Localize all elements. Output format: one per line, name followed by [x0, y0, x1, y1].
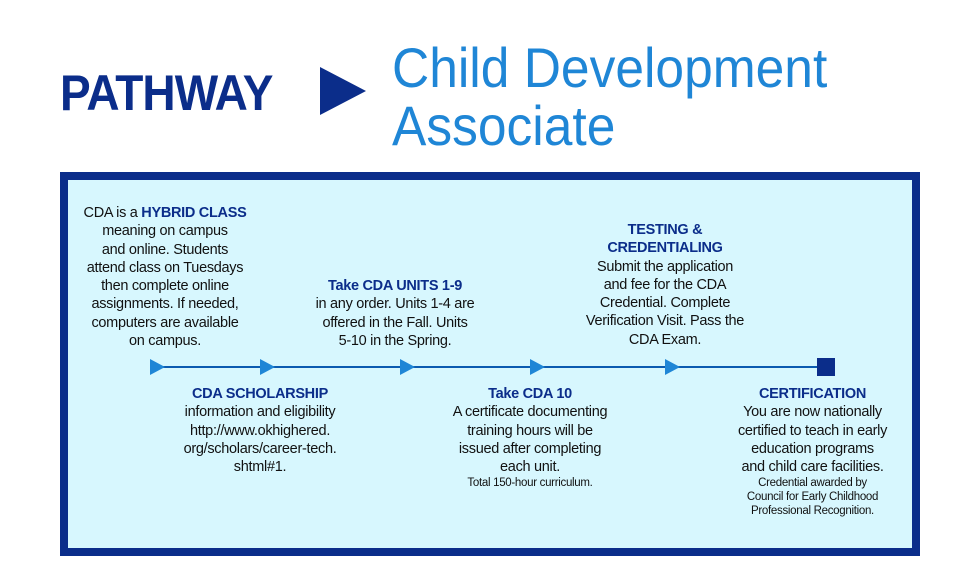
step-text: Submit the application — [596, 258, 734, 275]
step-scholarship — [160, 385, 360, 476]
hybrid-heading: HYBRID CLASS — [141, 205, 247, 221]
step-testing — [555, 221, 775, 349]
page-title-line1: Child Development — [392, 36, 828, 99]
step-certification — [720, 385, 905, 518]
step-text: offered in the Fall. Units — [322, 314, 468, 331]
step-text: A certificate documenting — [452, 404, 608, 421]
certification-heading: CERTIFICATION — [759, 386, 866, 402]
scholarship-heading: CDA SCHOLARSHIP — [192, 386, 328, 402]
step-text: Verification Visit. Pass the — [585, 313, 745, 330]
step-text: 5-10 in the Spring. — [338, 332, 452, 349]
timeline-arrow-icon — [665, 359, 680, 375]
step-text: certified to teach in early — [737, 422, 888, 439]
step-text: issued after completing — [458, 440, 602, 457]
units-heading: Take CDA UNITS 1-9 — [328, 278, 462, 294]
step-text: information and eligibility — [184, 404, 336, 421]
step-text: and fee for the CDA — [603, 276, 727, 293]
timeline-arrow-icon — [260, 359, 275, 375]
testing-heading: CREDENTIALING — [607, 240, 723, 257]
timeline-arrow-icon — [150, 359, 165, 375]
pathway-label: PATHWAY — [60, 65, 273, 121]
step-text: CDA Exam. — [628, 331, 702, 348]
hybrid-prefix: CDA is a — [83, 205, 142, 221]
pathway-arrow-icon — [320, 67, 366, 115]
cda10-heading: Take CDA 10 — [488, 386, 572, 402]
timeline-arrow-icon — [530, 359, 545, 375]
step-text: on campus. — [129, 333, 201, 350]
step-text: attend class on Tuesdays — [86, 259, 244, 276]
step-text: each unit. — [500, 459, 560, 476]
page-title-line2: Associate — [392, 94, 616, 157]
step-hybrid — [75, 204, 255, 350]
step-text: assignments. If needed, — [91, 296, 239, 313]
step-text: training hours will be — [467, 422, 593, 439]
step-text: You are now nationally — [743, 404, 882, 421]
testing-heading: TESTING & — [627, 222, 703, 238]
timeline-arrow-icon — [400, 359, 415, 375]
certification-note: Council for Early Childhood — [746, 491, 879, 504]
certification-note: Credential awarded by — [758, 477, 867, 490]
step-text: Credential. Complete — [599, 295, 731, 312]
step-text: meaning on campus — [102, 223, 228, 240]
step-text: computers are available — [91, 314, 239, 331]
scholarship-link[interactable]: shtml#1. — [233, 459, 287, 476]
certification-note: Professional Recognition. — [751, 505, 874, 518]
timeline-end-square-icon — [817, 358, 835, 376]
scholarship-link[interactable]: org/scholars/career-tech. — [183, 440, 337, 457]
cda10-note: Total 150-hour curriculum. — [467, 477, 593, 490]
step-text: then complete online — [101, 278, 229, 295]
step-cda10 — [430, 385, 630, 490]
scholarship-link[interactable]: http://www.okhighered. — [189, 422, 331, 439]
step-text: education programs — [751, 440, 874, 457]
step-text: in any order. Units 1-4 are — [315, 296, 475, 313]
step-units — [290, 277, 500, 350]
step-text: and online. Students — [101, 241, 229, 258]
step-text: and child care facilities. — [741, 459, 884, 476]
